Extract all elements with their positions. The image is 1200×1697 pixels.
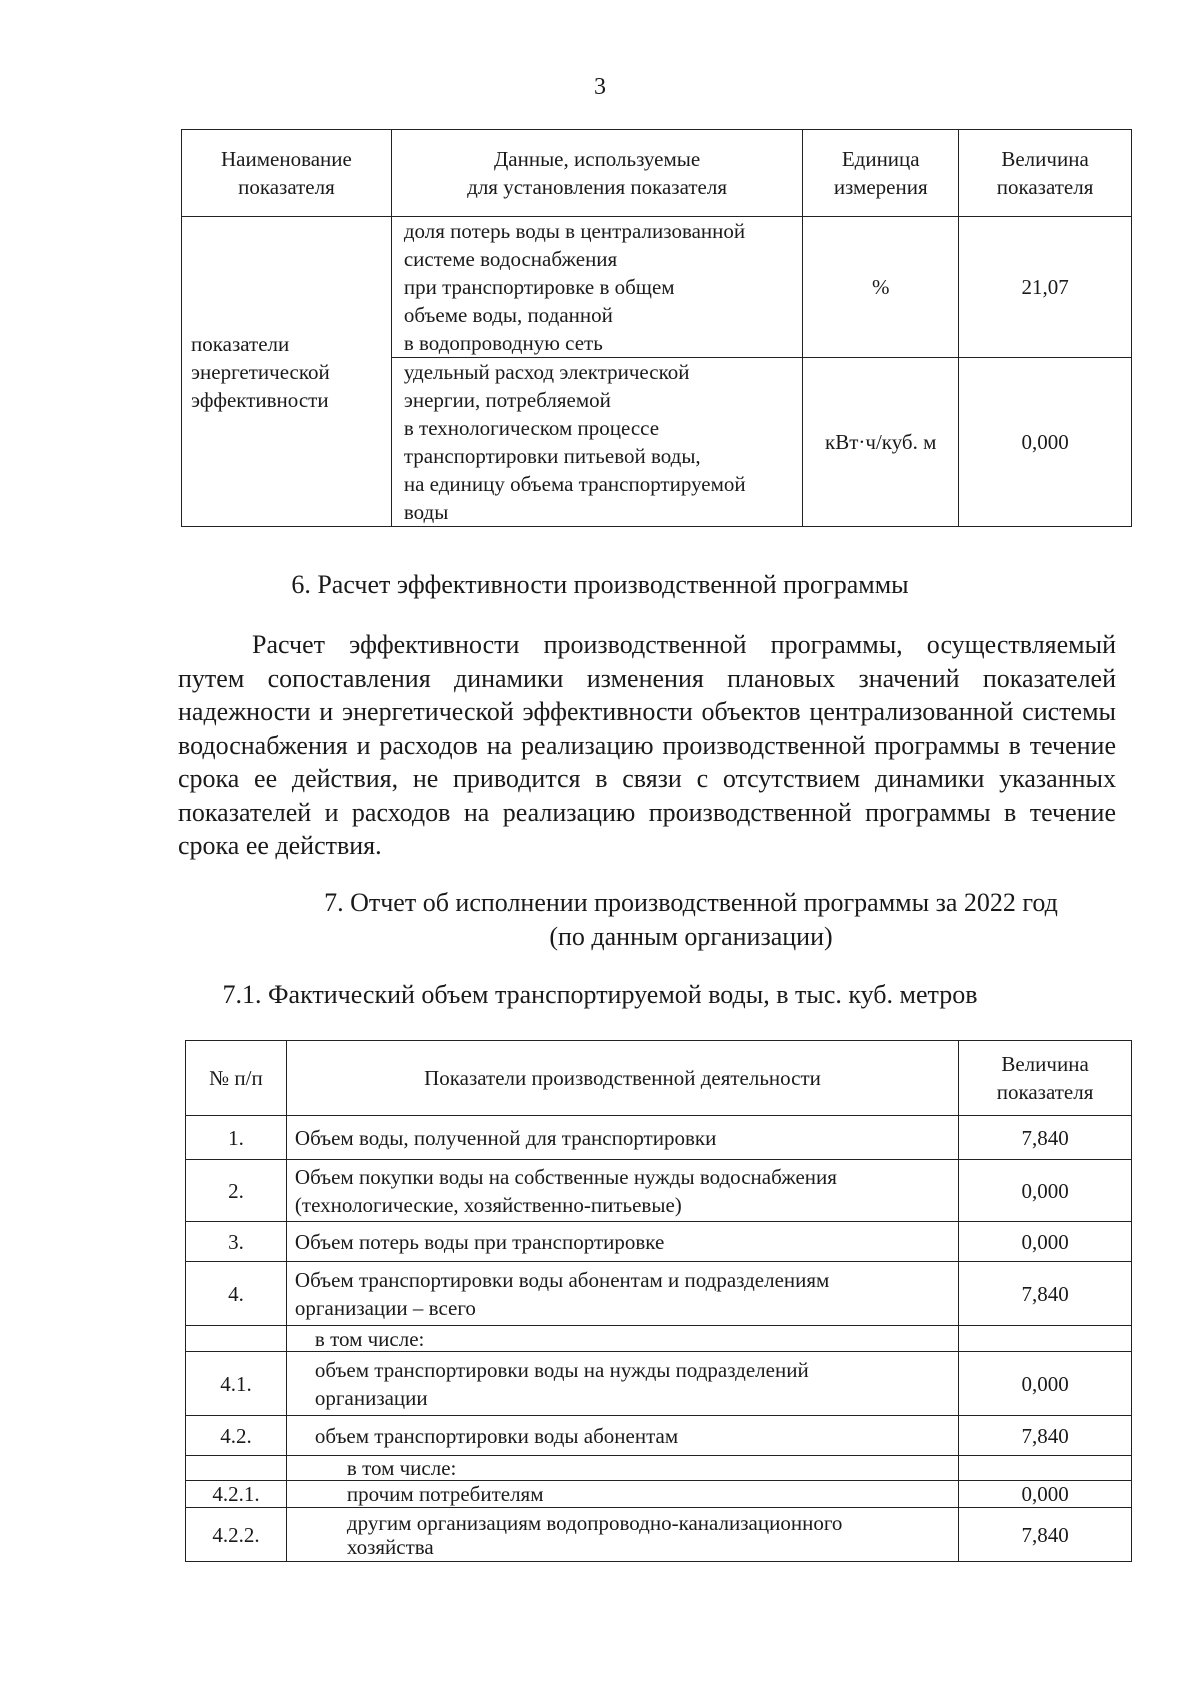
table-row <box>186 1222 1132 1262</box>
row-number: 1. <box>186 1116 287 1160</box>
indicator-group-name <box>182 217 392 527</box>
table-row <box>186 1262 1132 1326</box>
energy-efficiency-table <box>181 129 1132 527</box>
cell-text: Объем транспортировки воды абонентам и подразделениям <box>294 1267 830 1292</box>
cell-text: в том числе: <box>314 1326 425 1351</box>
heading-line: (по данным организации) <box>549 922 833 951</box>
header-text: показателя <box>996 175 1094 199</box>
value-cell: 0,000 <box>959 358 1132 527</box>
header-text: Величина <box>1001 147 1089 171</box>
water-volume-table <box>185 1040 1132 1562</box>
header-text: Наименование <box>221 147 352 171</box>
row-value <box>959 1456 1132 1481</box>
header-indicators: Показатели производственной деятельности <box>286 1041 958 1116</box>
header-text: показателя <box>996 1080 1094 1104</box>
header-text: показателя <box>238 175 335 199</box>
cell-text: другим организациям водопроводно-канализационного <box>346 1510 843 1535</box>
section-7-1-heading: 7.1. Фактический объем транспортируемой воды, в тыс. куб. метров <box>222 980 978 1009</box>
header-text: Величина <box>1001 1052 1089 1076</box>
table-row <box>186 1326 1132 1352</box>
row-number: 4.2.2. <box>186 1508 287 1562</box>
value-cell: 21,07 <box>959 217 1132 358</box>
header-text: измерения <box>833 175 928 199</box>
table-row <box>186 1352 1132 1416</box>
row-value: 7,840 <box>959 1416 1132 1456</box>
row-number: 3. <box>186 1222 287 1262</box>
header-value <box>959 130 1132 217</box>
table-row <box>186 1116 1132 1160</box>
cell-text: Объем воды, полученной для транспортировки <box>294 1125 717 1150</box>
row-value: 7,840 <box>959 1508 1132 1562</box>
row-description <box>286 1262 958 1326</box>
cell-text: организации <box>314 1385 428 1410</box>
table-row <box>186 1508 1132 1562</box>
header-number: № п/п <box>186 1041 287 1116</box>
cell-text: транспортировки питьевой воды, <box>403 444 701 468</box>
cell-text: объем транспортировки воды на нужды подразделений <box>314 1357 809 1382</box>
row-number: 4.2. <box>186 1416 287 1456</box>
header-source-data <box>391 130 802 217</box>
cell-text: эффективности <box>191 387 329 412</box>
row-description <box>286 1222 958 1262</box>
header-text: Единица <box>841 147 920 171</box>
row-number: 4.1. <box>186 1352 287 1416</box>
row-description <box>286 1160 958 1222</box>
cell-text: воды <box>403 500 449 524</box>
cell-text: на единицу объема транспортируемой <box>403 472 746 496</box>
row-description <box>286 1456 958 1481</box>
header-unit <box>803 130 959 217</box>
row-number: 4.2.1. <box>186 1481 287 1508</box>
row-value <box>959 1326 1132 1352</box>
section-6-heading: 6. Расчет эффективности производственной программы <box>291 570 909 599</box>
header-indicator-name <box>182 130 392 217</box>
row-description <box>286 1508 958 1562</box>
unit-cell: кВт·ч/куб. м <box>803 358 959 527</box>
row-description <box>286 1481 958 1508</box>
cell-text: энергетической <box>191 359 330 384</box>
table-row <box>182 217 1132 358</box>
cell-text: в технологическом процессе <box>403 416 660 440</box>
source-data-cell <box>391 217 802 358</box>
table-row <box>186 1456 1132 1481</box>
cell-text: системе водоснабжения <box>403 247 618 271</box>
cell-text: (технологические, хозяйственно-питьевые) <box>294 1192 682 1217</box>
heading-line: 7. Отчет об исполнении производственной программы за 2022 год <box>324 888 1058 917</box>
row-value: 0,000 <box>959 1160 1132 1222</box>
cell-text: удельный расход электрической <box>403 360 690 384</box>
header-text: для установления показателя <box>467 175 728 199</box>
section-6-paragraph: Расчет эффективности производственной программы, осуществляемый путем сопоставления динамики изменения плановых значений показателей надежности и энергетической эффективности объектов централизованной системы водоснабжения и расходов на реализацию производственной программы в течение срока ее действия, не приводится в связи с отсутствием динамики указанных показателей и расходов на реализацию производственной программы в течение срока ее действия. <box>178 630 1116 860</box>
table-header-row <box>186 1041 1132 1116</box>
header-text: Данные, используемые <box>493 147 701 171</box>
cell-text: энергии, потребляемой <box>403 388 611 412</box>
unit-cell: % <box>803 217 959 358</box>
cell-text: показатели <box>191 331 290 356</box>
table-row <box>186 1481 1132 1508</box>
row-number <box>186 1326 287 1352</box>
row-number <box>186 1456 287 1481</box>
cell-text: объем транспортировки воды абонентам <box>314 1423 679 1448</box>
table-header-row <box>182 130 1132 217</box>
row-number: 4. <box>186 1262 287 1326</box>
cell-text: объеме воды, поданной <box>403 303 613 327</box>
cell-text: Объем потерь воды при транспортировке <box>294 1229 665 1254</box>
row-description <box>286 1416 958 1456</box>
cell-text: прочим потребителям <box>346 1482 544 1506</box>
cell-text: в том числе: <box>346 1456 457 1480</box>
row-value: 7,840 <box>959 1262 1132 1326</box>
row-value: 7,840 <box>959 1116 1132 1160</box>
row-value: 0,000 <box>959 1222 1132 1262</box>
cell-text: в водопроводную сеть <box>403 331 603 355</box>
row-description <box>286 1116 958 1160</box>
row-value: 0,000 <box>959 1352 1132 1416</box>
cell-text: при транспортировке в общем <box>403 275 675 299</box>
table-row <box>186 1160 1132 1222</box>
page-number: 3 <box>594 74 606 100</box>
cell-text: организации – всего <box>294 1295 476 1320</box>
row-description <box>286 1326 958 1352</box>
section-7-heading <box>230 886 1152 954</box>
cell-text: хозяйства <box>346 1534 434 1559</box>
cell-text: доля потерь воды в централизованной <box>403 219 746 243</box>
header-value <box>959 1041 1132 1116</box>
row-description <box>286 1352 958 1416</box>
row-value: 0,000 <box>959 1481 1132 1508</box>
cell-text: Объем покупки воды на собственные нужды водоснабжения <box>294 1164 837 1189</box>
source-data-cell <box>391 358 802 527</box>
table-row <box>186 1416 1132 1456</box>
row-number: 2. <box>186 1160 287 1222</box>
